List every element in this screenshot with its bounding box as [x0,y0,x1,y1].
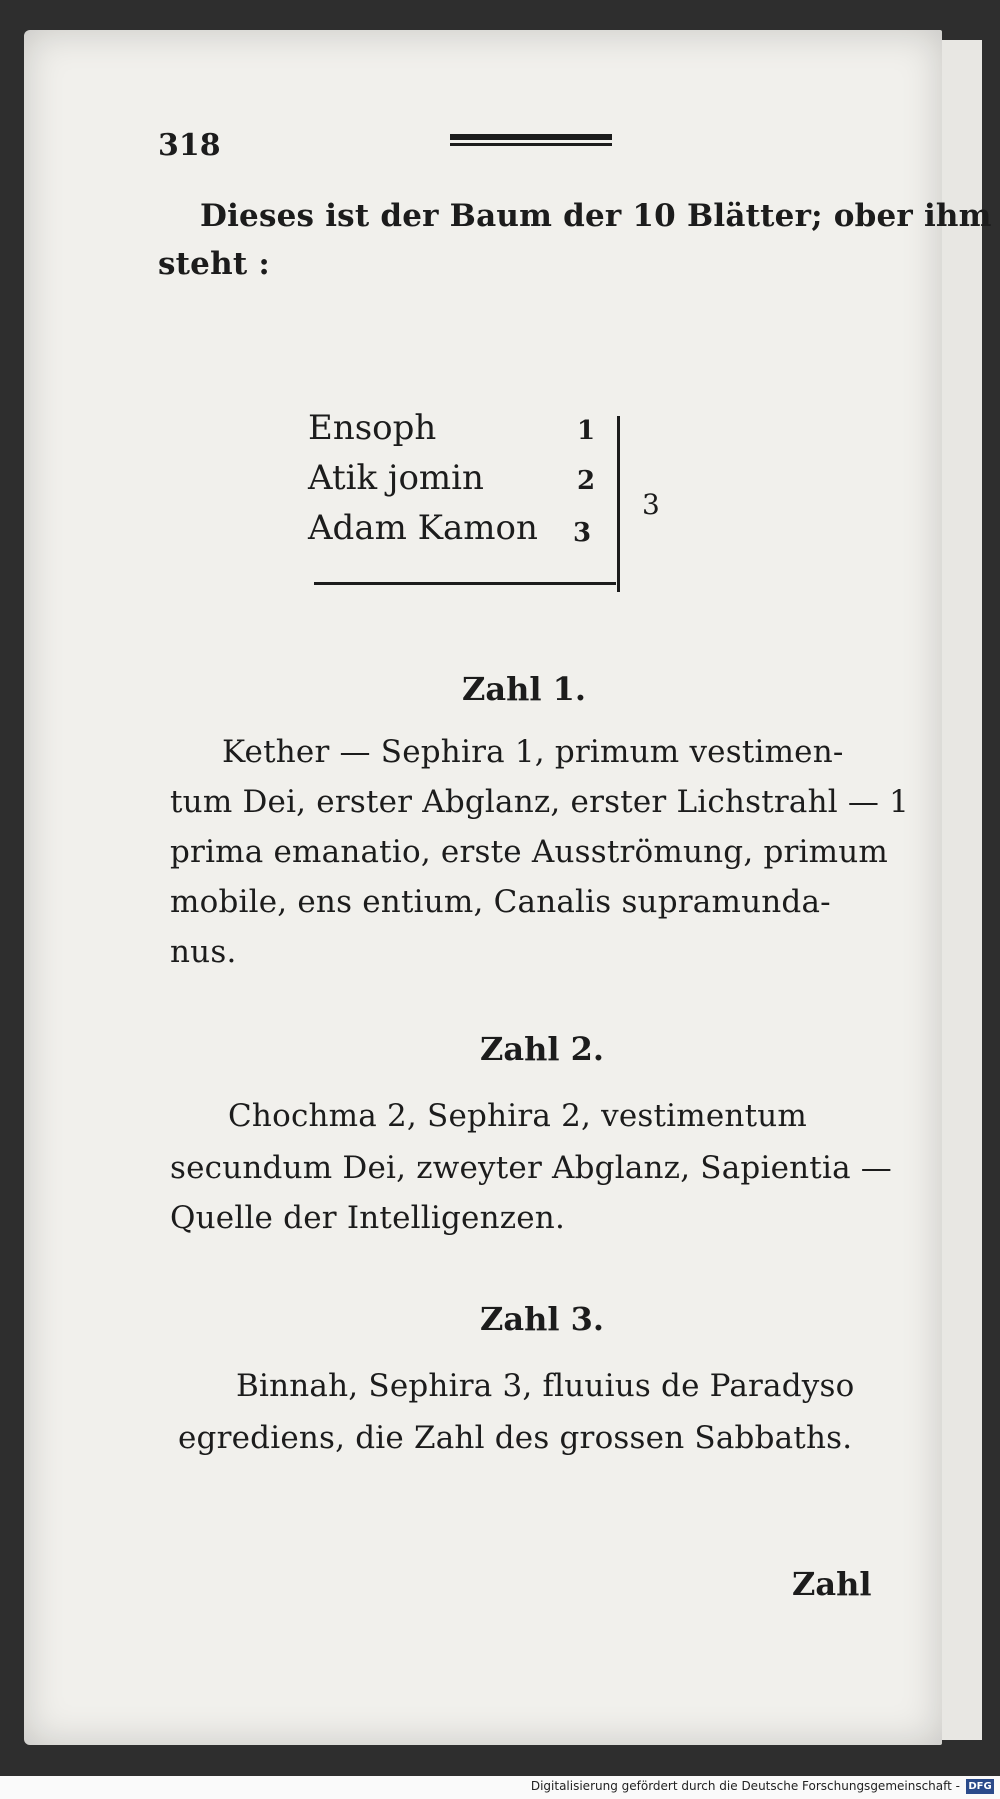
tree-row-num: 1 [577,416,596,446]
section-line: nus. [170,934,237,970]
dfg-logo-icon: DFG [966,1779,994,1794]
page-number: 318 [158,128,221,163]
tree-row-name: Ensoph [308,408,437,448]
section-line: Chochma 2, Sephira 2, vestimentum [228,1098,807,1134]
tree-bracket-line [617,416,620,592]
section-line: Kether — Sephira 1, primum vestimen- [222,734,844,770]
tree-total: 3 [642,488,660,521]
intro-line-2: steht : [158,246,270,282]
section-line: egrediens, die Zahl des grossen Sabbaths. [178,1420,853,1456]
tree-row-num: 2 [577,466,596,496]
section-line: prima emanatio, erste Ausströmung, primum [170,834,888,870]
intro-line-1: Dieses ist der Baum der 10 Blätter; ober ihm [200,198,992,234]
section-line: Quelle der Intelligenzen. [170,1200,566,1236]
section-heading: Zahl 3. [480,1300,605,1338]
next-page-edge [942,40,982,1740]
tree-row-name: Atik jomin [308,458,484,498]
dfg-credit: Digitalisierung gefördert durch die Deutsche Forschungsgemeinschaft - [530,1779,960,1793]
tree-row-name: Adam Kamon [308,508,538,548]
header-rule [450,134,612,146]
tree-underline [314,582,616,585]
section-line: secundum Dei, zweyter Abglanz, Sapientia — [170,1150,893,1186]
section-line: Binnah, Sephira 3, fluuius de Paradyso [236,1368,855,1404]
section-line: mobile, ens entium, Canalis supramunda- [170,884,831,920]
tree-row-num: 3 [573,518,592,548]
section-heading: Zahl 1. [462,670,587,708]
section-line: tum Dei, erster Abglanz, erster Lichstrahl — 1 [170,784,910,820]
section-heading: Zahl 2. [480,1030,605,1068]
catchword: Zahl [792,1565,872,1603]
